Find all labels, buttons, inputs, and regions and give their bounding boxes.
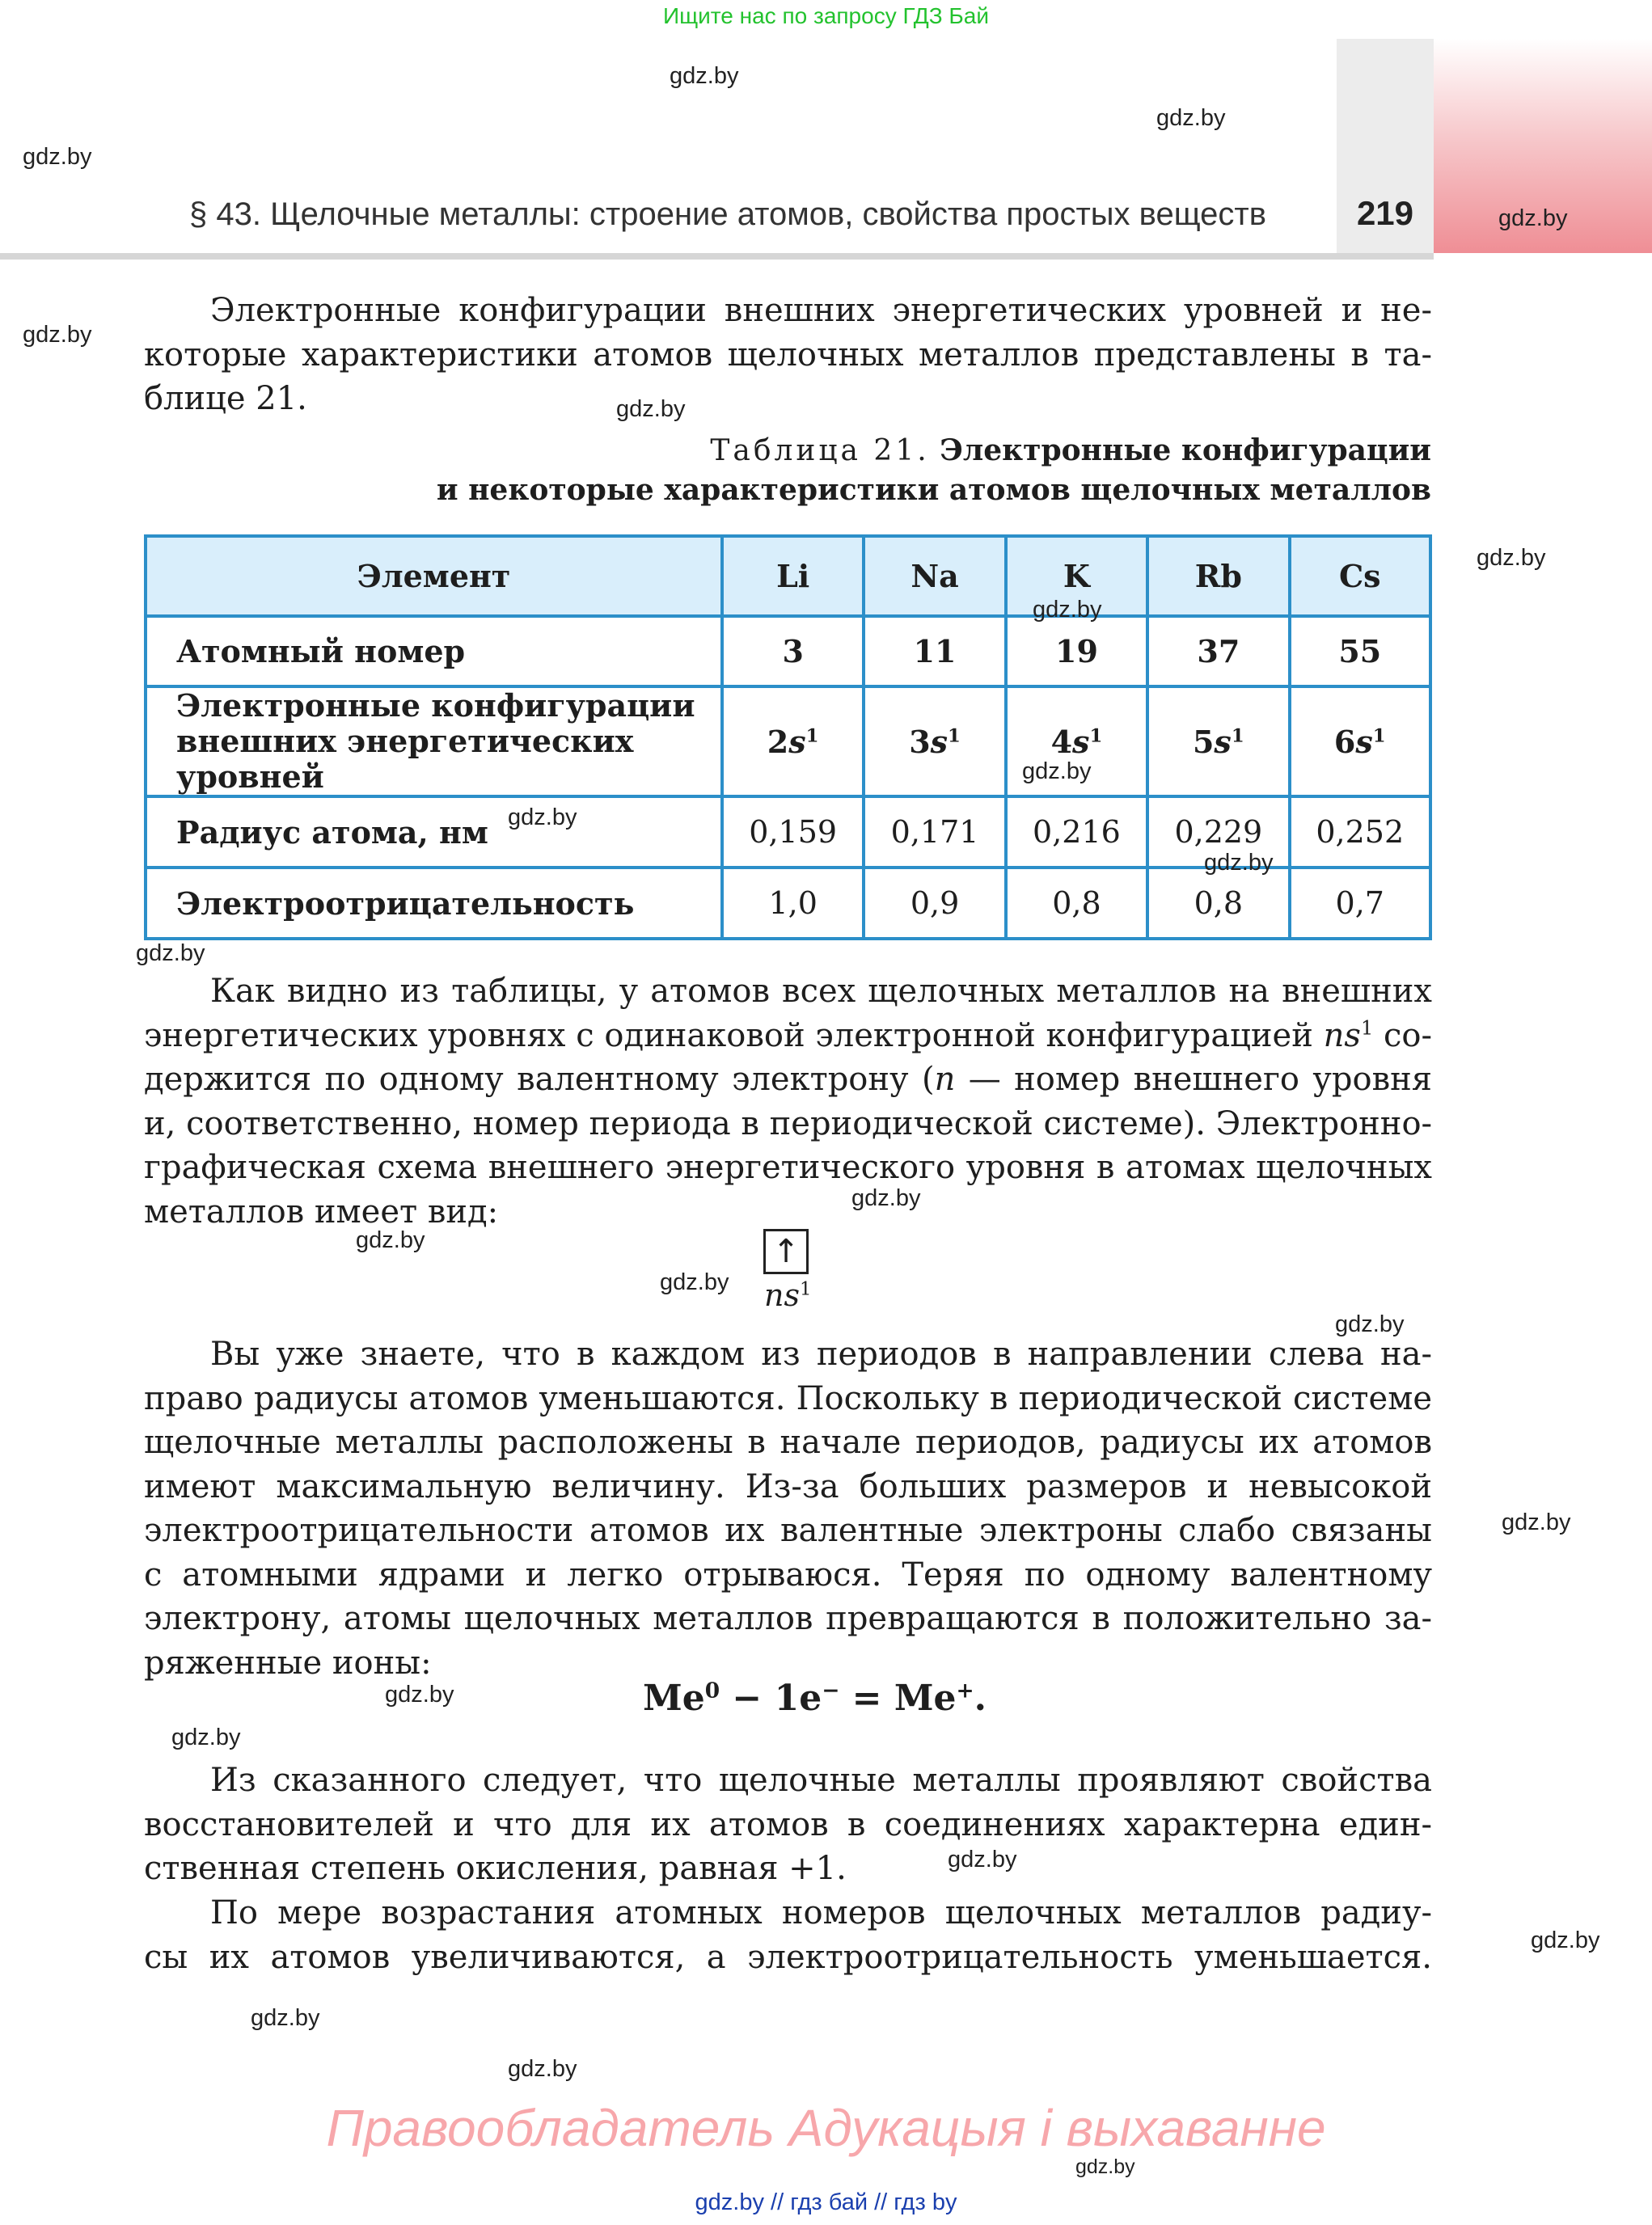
table-cell: 3 [722,616,864,686]
table-cell: 0,9 [864,868,1005,939]
watermark: gdz.by [1502,1509,1571,1535]
watermark: gdz.by [508,2056,577,2082]
paragraph-valence [144,969,1432,1234]
table-cell: 11 [864,616,1005,686]
table-cell: 37 [1147,616,1289,686]
table-cell: 0,159 [722,796,864,868]
header-cell: K [1006,536,1147,616]
text-line: Из сказанного следует, что щелочные металлы проявляют свойства [210,1762,1432,1799]
watermark: gdz.by [1335,1311,1405,1337]
table-cell: 0,7 [1290,868,1430,939]
orbital-cell [763,1229,809,1274]
table-cell: 0,229 [1147,796,1289,868]
row-label: Электроотрицательность [146,868,722,939]
header-cell: Rb [1147,536,1289,616]
watermark: gdz.by [23,144,92,170]
table-cell: 55 [1290,616,1430,686]
watermark: gdz.by [508,804,577,830]
text-line: и, соответственно, номер периода в периодической системе). Электронно- [144,1104,1432,1142]
page-number: 219 [1356,194,1414,232]
copyright-notice: Правообладатель Адукацыя і выхаванне [326,2099,1326,2157]
table-cell: $3s^1$ [864,686,1005,796]
table-cell: $6s^1$ [1290,686,1430,796]
table-caption-line2: и некоторые характеристики атомов щелочных металлов [436,473,1431,507]
watermark: gdz.by [1477,545,1546,571]
alkali-metals-table [144,534,1432,940]
orbital-label: $ns^1$ [764,1277,812,1313]
text-line: графическая схема внешнего энергетического уровня в атомах щелочных [144,1149,1432,1186]
table-cell: 1,0 [722,868,864,939]
row-label: Атомный номер [146,616,722,686]
table-cell: $5s^1$ [1147,686,1289,796]
table-cell: $2s^1$ [722,686,864,796]
table-header-row [146,536,1430,616]
intro-paragraph [144,289,1432,421]
text-line: ственная степень окисления, равная +1. [144,1850,847,1887]
paragraph-reducers [144,1758,1432,1891]
watermark: gdz.by [670,63,739,89]
header-cell: Cs [1290,536,1430,616]
up-arrow-icon: ↑ [772,1233,800,1270]
header-cell: Элемент [146,536,722,616]
paragraph-radius [144,1332,1432,1685]
watermark: gdz.by [616,396,686,422]
watermark: gdz.by [356,1227,425,1253]
table-caption-line1 [710,433,1431,467]
text-line: электрону, атомы щелочных металлов превращаются в положительно за- [144,1600,1432,1637]
text-line: ряженные ионы: [144,1644,432,1682]
table-cell: 0,8 [1147,868,1289,939]
watermark: gdz.by [851,1185,921,1211]
paragraph-trend [144,1891,1432,1979]
text-line: которые характеристики атомов щелочных металлов представлены в та- [144,336,1432,374]
running-header: § 43. Щелочные металлы: строение атомов, свойства простых веществ [189,196,1266,232]
text-line: металлов имеет вид: [144,1193,499,1231]
text-line: сы их атомов увеличиваются, а электроотрицательность уменьшается. [144,1938,1432,1976]
table-cell: 19 [1006,616,1147,686]
row-label-line: Электронные конфигурации [176,687,695,724]
ionization-formula: $Me^0 - 1e^- = Me^+$. [643,1678,987,1719]
watermark: gdz.by [1204,850,1274,876]
watermark: gdz.by [948,1847,1017,1872]
text-line: Как видно из таблицы, у атомов всех щелочных металлов на внешних [210,973,1432,1010]
table-caption-number: Таблица 21. [710,434,930,467]
table-row [146,616,1430,686]
text-line: право радиусы атомов уменьшаются. Поскольку в периодической системе [144,1379,1432,1417]
text-line: имеют максимальную величину. Из-за больших размеров и невысокой [144,1467,1432,1505]
text-line: Вы уже знаете, что в каждом из периодов в направлении слева на- [210,1336,1432,1373]
watermark: gdz.by [660,1269,729,1295]
text-line: энергетических уровнях с одинаковой электронной конфигурацией $ns^1$ со- [144,1016,1432,1054]
row-label-line: внешних энергетических уровней [176,723,634,795]
watermark: gdz.by [23,322,92,348]
text-line: блице 21. [144,380,307,417]
header-cell: Li [722,536,864,616]
text-line: электроотрицательности атомов их валентные электроны слабо связаны [144,1512,1432,1549]
watermark: gdz.by [171,1725,241,1750]
text-line: щелочные металлы расположены в начале периодов, радиусы их атомов [144,1424,1432,1461]
table-row [146,868,1430,939]
watermark: gdz.by [136,940,205,966]
text-line: с атомными ядрами и легко отрываюся. Теряя по одному валентному [144,1556,1432,1594]
table-caption-title: Электронные конфигурации [940,433,1431,467]
table-cell: 0,171 [864,796,1005,868]
watermark: gdz.by [1531,1927,1600,1953]
table-row [146,686,1430,796]
table-cell: $4s^1$ [1006,686,1147,796]
bottom-links[interactable]: gdz.by // гдз бай // гдз by [695,2189,957,2215]
text-line: Электронные конфигурации внешних энергетических уровней и не- [210,292,1432,329]
watermark: gdz.by [1498,205,1568,231]
watermark: gdz.by [1156,105,1226,131]
text-line: По мере возрастания атомных номеров щелочных металлов радиу- [210,1894,1432,1932]
text-line: восстановителей и что для их атомов в соединениях характерна един- [144,1805,1432,1843]
watermark: gdz.by [1075,2155,1135,2178]
watermark: gdz.by [1033,597,1102,623]
table-cell: 0,8 [1006,868,1147,939]
text-line: держится по одному валентному электрону (n — номер внешнего уровня [144,1061,1432,1098]
watermark: gdz.by [1022,758,1092,784]
row-label: Радиус атома, нм [146,796,722,868]
top-banner[interactable]: Ищите нас по запросу ГДЗ Бай [662,3,990,28]
watermark: gdz.by [385,1682,454,1708]
watermark: gdz.by [251,2005,320,2031]
table-cell: 0,252 [1290,796,1430,868]
table-cell: 0,216 [1006,796,1147,868]
header-rule [0,253,1434,260]
row-label [146,686,722,796]
header-cell: Na [864,536,1005,616]
